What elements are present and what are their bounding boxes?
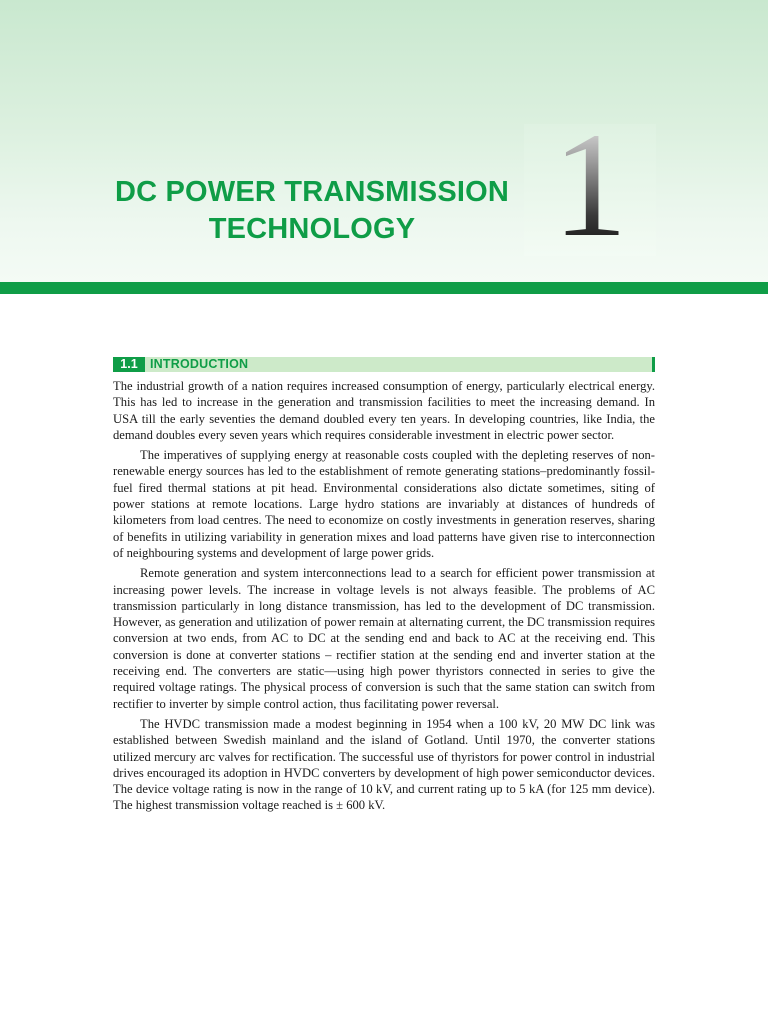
header-divider — [0, 282, 768, 294]
chapter-title-line-2: TECHNOLOGY — [208, 213, 416, 245]
paragraph-4: The HVDC transmission made a modest beginning in 1954 when a 100 kV, 20 MW DC link was established between Swedish mainland and the island of Gotland. Until 1970, the converter stations utilized mercury arc valves for rectification. The successful use of thyristors for power control in industrial drives encouraged its adoption in HVDC converters by development of high power semiconductor devices. The device voltage rating is now in the range of 10 kV, and current rating up to 5 kA (for 125 mm device). The highest transmission voltage reached is ± 600 kV. — [113, 716, 655, 813]
section-heading-end-bar — [652, 357, 655, 372]
chapter-title — [100, 174, 524, 248]
body-text — [113, 378, 655, 818]
section-title: INTRODUCTION — [150, 357, 249, 371]
section-heading — [113, 357, 655, 372]
chapter-number: 1 — [524, 124, 656, 256]
chapter-number-box — [524, 124, 656, 256]
paragraph-1: The industrial growth of a nation requires increased consumption of energy, particularly electrical energy. This has led to increase in the generation and transmission facilities to meet the increasing demand. In USA till the early seventies the demand doubled every ten years. In developing countries, like India, the demand doubles every seven years which requires considerable investment in electric power sector. — [113, 379, 655, 442]
section-number: 1.1 — [113, 357, 145, 372]
paragraph-2: The imperatives of supplying energy at reasonable costs coupled with the depleting reserves of non-renewable energy sources has led to the establishment of remote generating stations–predominantly fossil-fuel fired thermal stations at pit head. Environmental considerations also dictate sometimes, siting of power stations at remote locations. Large hydro stations are invariably at distances of hundreds of kilometers from load centres. The need to economize on costly investments in generation reserves, sharing of benefits in utilizing variability in generation mixes and load patterns have given rise to interconnection of neighbouring systems and development of large power grids. — [113, 448, 655, 560]
paragraph-3: Remote generation and system interconnections lead to a search for efficient power transmission at increasing power levels. The increase in voltage levels is not always feasible. The problems of AC transmission particularly in long distance transmission, has led to the development of DC transmission. However, as generation and utilization of power remain at alternating current, the DC transmission requires conversion at two ends, from AC to DC at the sending end and back to AC at the receiving end. This conversion is done at converter stations – rectifier station at the sending end and inverter station at the receiving end. The converters are static—using high power thyristors connected in series to give the required voltage ratings. The physical process of conversion is such that the same station can switch from rectifier to inverter by simple control action, thus facilitating power reversal. — [113, 566, 655, 711]
chapter-title-line-1: DC POWER TRANSMISSION — [114, 176, 510, 208]
